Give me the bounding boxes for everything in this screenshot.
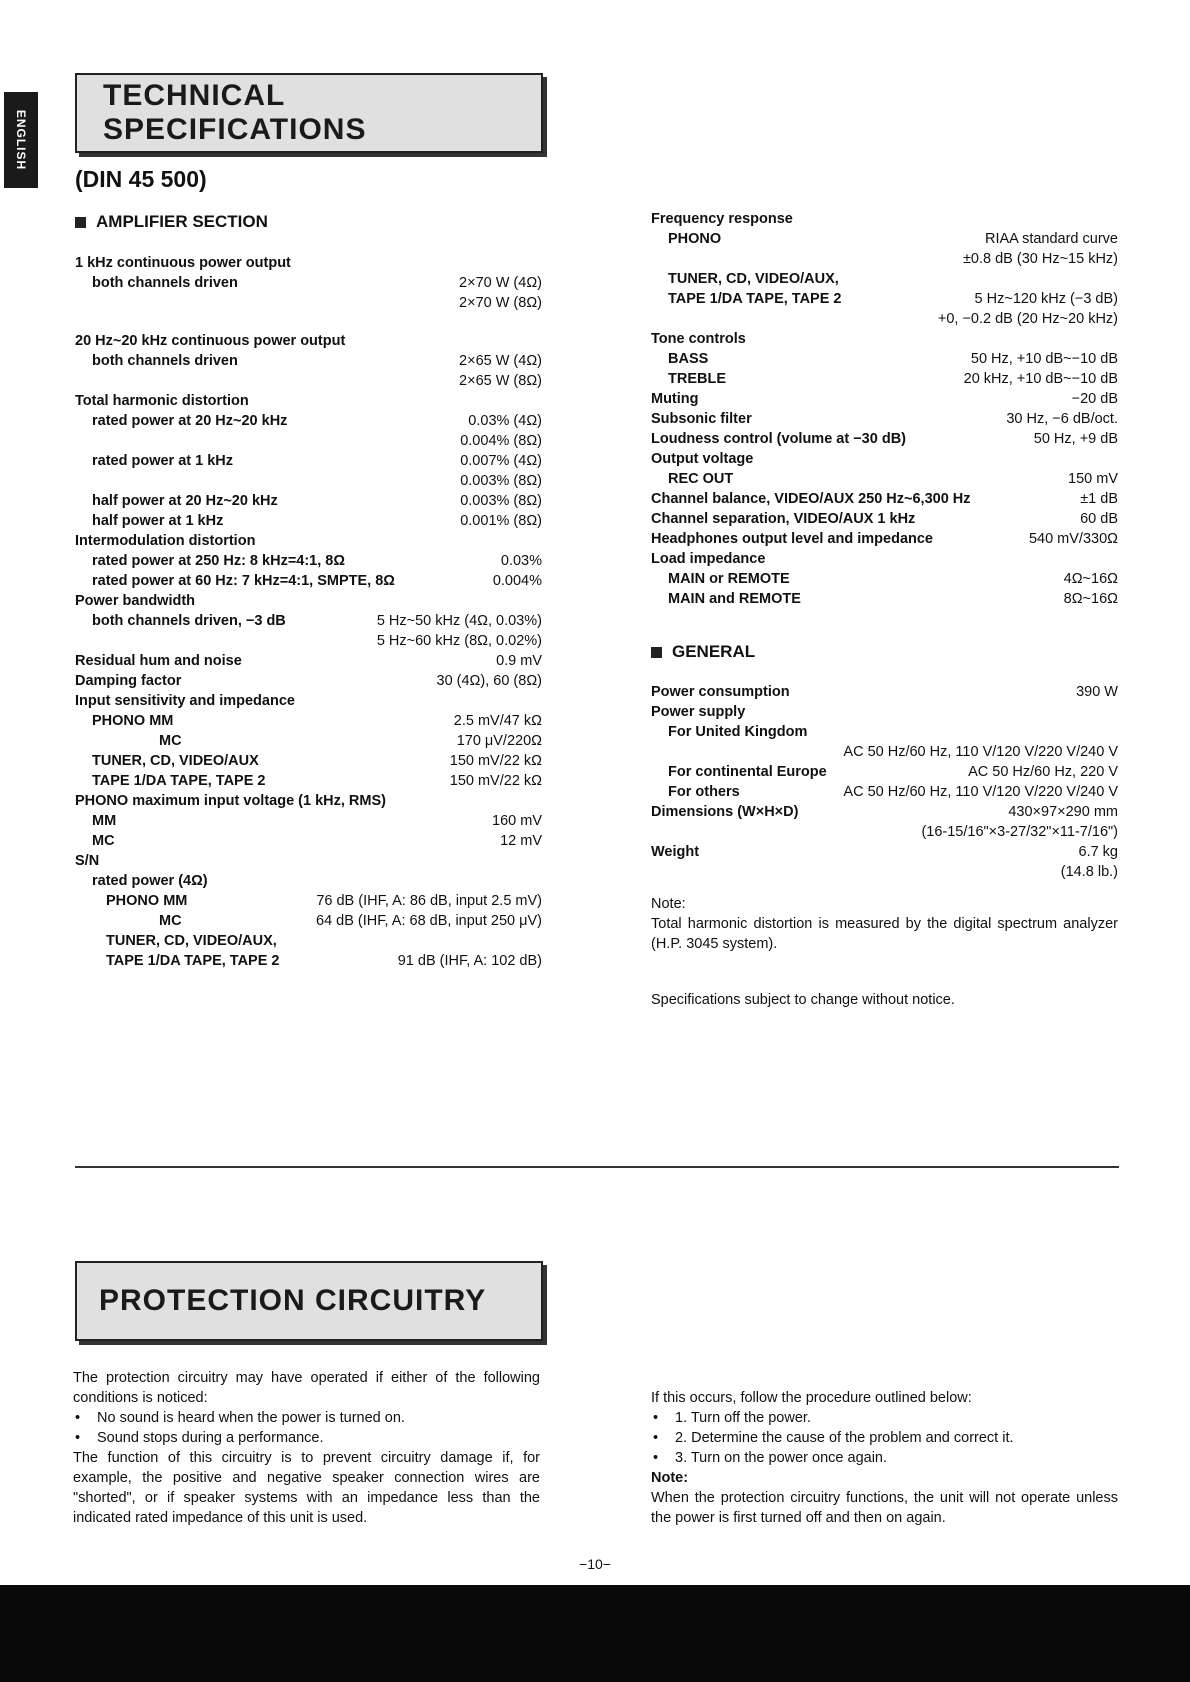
spec-row [651, 369, 1118, 389]
spec-row [651, 722, 1118, 742]
spec-label: Load impedance [651, 551, 766, 567]
spec-value: 150 mV [1068, 471, 1118, 487]
spec-row [75, 551, 542, 571]
spec-row [75, 351, 542, 371]
spec-label: Total harmonic distortion [75, 393, 249, 409]
spec-row [651, 409, 1118, 429]
procedure-step: • 3. Turn on the power once again. [651, 1448, 1118, 1468]
spec-value: 2×65 W (8Ω) [459, 373, 542, 389]
spec-value: 76 dB (IHF, A: 86 dB, input 2.5 mV) [316, 893, 542, 909]
spec-row [75, 571, 542, 591]
spec-value: 50 Hz, +9 dB [1033, 431, 1118, 447]
spec-row [75, 431, 542, 451]
spec-value: 2.5 mV/47 kΩ [453, 713, 542, 729]
spec-row [75, 331, 542, 351]
spec-row [75, 651, 542, 671]
spec-row [651, 762, 1118, 782]
spec-label: MC [159, 733, 182, 749]
spec-value: 30 (4Ω), 60 (8Ω) [436, 673, 542, 689]
spec-value: 6.7 kg [1078, 844, 1118, 860]
spec-value: 5 Hz~50 kHz (4Ω, 0.03%) [376, 613, 542, 629]
spec-value: 30 Hz, −6 dB/oct. [1006, 411, 1118, 427]
procedure-intro: If this occurs, follow the procedure outlined below: [651, 1390, 972, 1406]
spec-row [651, 569, 1118, 589]
spec-row [651, 229, 1118, 249]
spec-label: 1 kHz continuous power output [75, 255, 291, 271]
procedure-step: • 2. Determine the cause of the problem and correct it. [651, 1428, 1118, 1448]
spec-label: Power bandwidth [75, 593, 196, 609]
spec-label: Damping factor [75, 673, 182, 689]
spec-row [651, 389, 1118, 409]
spec-value: 0.004% [492, 573, 542, 589]
spec-row [651, 862, 1118, 882]
spec-label [75, 431, 92, 451]
protection-title: PROTECTION CIRCUITRY [99, 1284, 487, 1317]
spec-label: Channel balance, VIDEO/AUX 250 Hz~6,300 Hz [651, 491, 971, 507]
protection-left-text [73, 1368, 540, 1528]
spec-row [651, 349, 1118, 369]
spec-row [75, 591, 542, 611]
spec-row [651, 249, 1118, 269]
spec-label [75, 471, 92, 491]
spec-label: Frequency response [651, 211, 793, 227]
spec-row [75, 831, 542, 851]
spec-row [75, 371, 542, 391]
change-notice [651, 990, 1118, 1010]
spec-row [75, 911, 542, 931]
spec-label: both channels driven, −3 dB [92, 613, 286, 629]
spec-value: 160 mV [492, 813, 542, 829]
spec-label: Tone controls [651, 331, 746, 347]
spec-row [651, 842, 1118, 862]
spec-row [75, 711, 542, 731]
spec-label: Power consumption [651, 684, 790, 700]
spec-row [651, 549, 1118, 569]
spec-value: 64 dB (IHF, A: 68 dB, input 250 μV) [316, 913, 542, 929]
protection-conditions [73, 1408, 540, 1448]
spec-label [75, 293, 92, 313]
spec-label: Headphones output level and impedance [651, 531, 933, 547]
spec-label: 20 Hz~20 kHz continuous power output [75, 333, 346, 349]
spec-label: Weight [651, 844, 700, 860]
spec-value: AC 50 Hz/60 Hz, 110 V/120 V/220 V/240 V [843, 744, 1118, 760]
spec-row [75, 511, 542, 531]
spec-label: TAPE 1/DA TAPE, TAPE 2 [668, 291, 842, 307]
spec-value: 2×65 W (4Ω) [459, 353, 542, 369]
spec-row [651, 509, 1118, 529]
general-spec-list [651, 682, 1118, 882]
spec-label: MAIN or REMOTE [668, 571, 790, 587]
spec-label: rated power at 60 Hz: 7 kHz=4:1, SMPTE, 8Ω [92, 573, 395, 589]
spec-row [651, 269, 1118, 289]
spec-label: Residual hum and noise [75, 653, 242, 669]
condition-item: • Sound stops during a performance. [73, 1428, 540, 1448]
spec-value: 170 μV/220Ω [456, 733, 542, 749]
spec-row [75, 751, 542, 771]
spec-label: PHONO MM [92, 713, 174, 729]
change-notice-text: Specifications subject to change without notice. [651, 992, 955, 1008]
tech-specs-title: TECHNICAL SPECIFICATIONS [103, 79, 367, 146]
spec-value: 20 kHz, +10 dB~−10 dB [963, 371, 1118, 387]
spec-row [75, 731, 542, 751]
spec-row [651, 469, 1118, 489]
spec-value: 0.004% (8Ω) [460, 433, 542, 449]
spec-label: rated power at 20 Hz~20 kHz [92, 413, 288, 429]
spec-label: TREBLE [668, 371, 726, 387]
spec-value: 540 mV/330Ω [1028, 531, 1118, 547]
spec-label: For continental Europe [668, 764, 827, 780]
spec-row [75, 631, 542, 651]
spec-label: TUNER, CD, VIDEO/AUX [92, 753, 259, 769]
spec-value: 0.03% (4Ω) [468, 413, 542, 429]
spec-label: rated power (4Ω) [92, 873, 208, 889]
spec-row [75, 273, 542, 293]
page-footer-band [0, 1585, 1190, 1682]
spec-note-label: Note: [651, 896, 686, 912]
spec-value: 91 dB (IHF, A: 102 dB) [397, 953, 542, 969]
spec-label: For United Kingdom [668, 724, 808, 740]
spec-label [75, 371, 92, 391]
spec-row [651, 429, 1118, 449]
spec-label [75, 631, 92, 651]
spec-label [651, 742, 668, 762]
spec-value: AC 50 Hz/60 Hz, 110 V/120 V/220 V/240 V [843, 784, 1118, 800]
spec-row [75, 871, 542, 891]
spec-value: (14.8 lb.) [1060, 864, 1118, 880]
spec-row [651, 209, 1118, 229]
spec-value: +0, −0.2 dB (20 Hz~20 kHz) [937, 311, 1118, 327]
spec-label: Loudness control (volume at −30 dB) [651, 431, 906, 447]
procedure-steps [651, 1408, 1118, 1468]
square-bullet-icon [75, 217, 86, 228]
spec-row [75, 293, 542, 313]
spec-label: half power at 20 Hz~20 kHz [92, 493, 278, 509]
spec-label: rated power at 1 kHz [92, 453, 234, 469]
spec-row [651, 329, 1118, 349]
spec-note-text: Total harmonic distortion is measured by the digital spectrum analyzer (H.P. 3045 system). [651, 916, 1118, 952]
language-tab-label: ENGLISH [14, 109, 28, 171]
spec-row [75, 891, 542, 911]
spec-label: S/N [75, 853, 100, 869]
spec-label: For others [668, 784, 740, 800]
spec-label: MC [92, 833, 115, 849]
spec-row [75, 811, 542, 831]
spec-value: 150 mV/22 kΩ [449, 773, 542, 789]
spec-row [75, 471, 542, 491]
tech-specs-heading [75, 73, 543, 153]
spec-label: half power at 1 kHz [92, 513, 224, 529]
spec-value: 390 W [1076, 684, 1118, 700]
spec-label: TUNER, CD, VIDEO/AUX, [106, 933, 277, 949]
spec-row [75, 451, 542, 471]
protection-note-text: When the protection circuitry functions, the unit will not operate unless the power is first turned off and then on again. [651, 1490, 1118, 1526]
spec-label: TUNER, CD, VIDEO/AUX, [668, 271, 839, 287]
spec-value: 150 mV/22 kΩ [449, 753, 542, 769]
spec-note [651, 894, 1118, 954]
spec-value: ±1 dB [1080, 491, 1118, 507]
spec-label: Output voltage [651, 451, 754, 467]
spec-value: 430×97×290 mm [1008, 804, 1118, 820]
spec-row [651, 742, 1118, 762]
language-tab [4, 92, 38, 188]
spec-label [651, 249, 668, 269]
protection-right-text [651, 1388, 1118, 1528]
spec-value: 50 Hz, +10 dB~−10 dB [970, 351, 1118, 367]
amplifier-spec-list [75, 253, 542, 971]
spec-value: 0.007% (4Ω) [460, 453, 542, 469]
spec-label: BASS [668, 351, 709, 367]
page-number: −10− [579, 1556, 611, 1572]
spec-value: 0.9 mV [496, 653, 542, 669]
spec-value: AC 50 Hz/60 Hz, 220 V [968, 764, 1118, 780]
spec-row [75, 931, 542, 951]
spec-value: (16-15/16"×3-27/32"×11-7/16") [921, 824, 1118, 840]
amplifier-section-label: AMPLIFIER SECTION [96, 212, 268, 231]
spec-row [75, 671, 542, 691]
spec-row [651, 449, 1118, 469]
spec-label: Dimensions (W×H×D) [651, 804, 799, 820]
spec-row [651, 589, 1118, 609]
spec-row [75, 531, 542, 551]
protection-intro: The protection circuitry may have operated if either of the following conditions is noticed: [73, 1370, 540, 1406]
spec-label: rated power at 250 Hz: 8 kHz=4:1, 8Ω [92, 553, 345, 569]
spec-row [75, 951, 542, 971]
procedure-step: • 1. Turn off the power. [651, 1408, 1118, 1428]
spec-row [75, 771, 542, 791]
spec-row [75, 391, 542, 411]
spec-row [75, 611, 542, 631]
spec-label: Muting [651, 391, 699, 407]
condition-item: • No sound is heard when the power is turned on. [73, 1408, 540, 1428]
spec-value: 5 Hz~60 kHz (8Ω, 0.02%) [376, 633, 542, 649]
protection-note-label: Note: [651, 1470, 689, 1486]
spec-row [651, 309, 1118, 329]
spec-value: 2×70 W (8Ω) [459, 295, 542, 311]
spec-value: 5 Hz~120 kHz (−3 dB) [974, 291, 1118, 307]
din-standard: (DIN 45 500) [75, 166, 207, 192]
spec-label: MC [159, 913, 182, 929]
spec-row [651, 702, 1118, 722]
spec-label: TAPE 1/DA TAPE, TAPE 2 [106, 953, 280, 969]
spec-value: 0.03% [500, 553, 542, 569]
spec-row [75, 691, 542, 711]
spec-value: 60 dB [1080, 511, 1118, 527]
spec-row [75, 791, 542, 811]
square-bullet-icon [651, 647, 662, 658]
spec-label [651, 309, 668, 329]
spec-label: Input sensitivity and impedance [75, 693, 295, 709]
spec-value: 0.003% (8Ω) [460, 493, 542, 509]
spec-value: 12 mV [500, 833, 542, 849]
general-section-label: GENERAL [672, 642, 756, 661]
spec-row [651, 682, 1118, 702]
spec-label: Subsonic filter [651, 411, 752, 427]
spec-row [651, 822, 1118, 842]
spec-label: Channel separation, VIDEO/AUX 1 kHz [651, 511, 916, 527]
spec-label: both channels driven [92, 275, 238, 291]
spec-value: 0.001% (8Ω) [460, 513, 542, 529]
spec-row [651, 489, 1118, 509]
spec-value: RIAA standard curve [985, 231, 1118, 247]
spec-row [651, 802, 1118, 822]
spec-value: 0.003% (8Ω) [460, 473, 542, 489]
spec-row [651, 289, 1118, 309]
spec-value: 4Ω~16Ω [1063, 571, 1118, 587]
section-divider [75, 1166, 1119, 1168]
spec-label: PHONO MM [106, 893, 188, 909]
protection-heading [75, 1261, 543, 1341]
spec-value: ±0.8 dB (30 Hz~15 kHz) [962, 251, 1118, 267]
spec-value: −20 dB [1071, 391, 1118, 407]
spec-row [651, 782, 1118, 802]
spec-row [75, 253, 542, 273]
spec-label: MAIN and REMOTE [668, 591, 801, 607]
spec-label: MM [92, 813, 117, 829]
spec-row [75, 851, 542, 871]
spec-label: Intermodulation distortion [75, 533, 256, 549]
general-section-title [651, 642, 755, 662]
spec-value: 2×70 W (4Ω) [459, 275, 542, 291]
spec-label: TAPE 1/DA TAPE, TAPE 2 [92, 773, 266, 789]
spec-label: Power supply [651, 704, 746, 720]
spec-value: 8Ω~16Ω [1063, 591, 1118, 607]
spec-label: PHONO maximum input voltage (1 kHz, RMS) [75, 793, 386, 809]
spec-label: REC OUT [668, 471, 734, 487]
amplifier-section-title [75, 212, 268, 232]
spec-row [75, 491, 542, 511]
spec-label: PHONO [668, 231, 722, 247]
spec-row [75, 411, 542, 431]
spec-label: both channels driven [92, 353, 238, 369]
frequency-spec-list [651, 209, 1118, 609]
spec-row [651, 529, 1118, 549]
protection-function: The function of this circuitry is to prevent circuitry damage if, for example, the positive and negative speaker connection wires are "shorted", or if speaker systems with an impedance less than the indicated rated impedance of this unit is used. [73, 1450, 540, 1526]
